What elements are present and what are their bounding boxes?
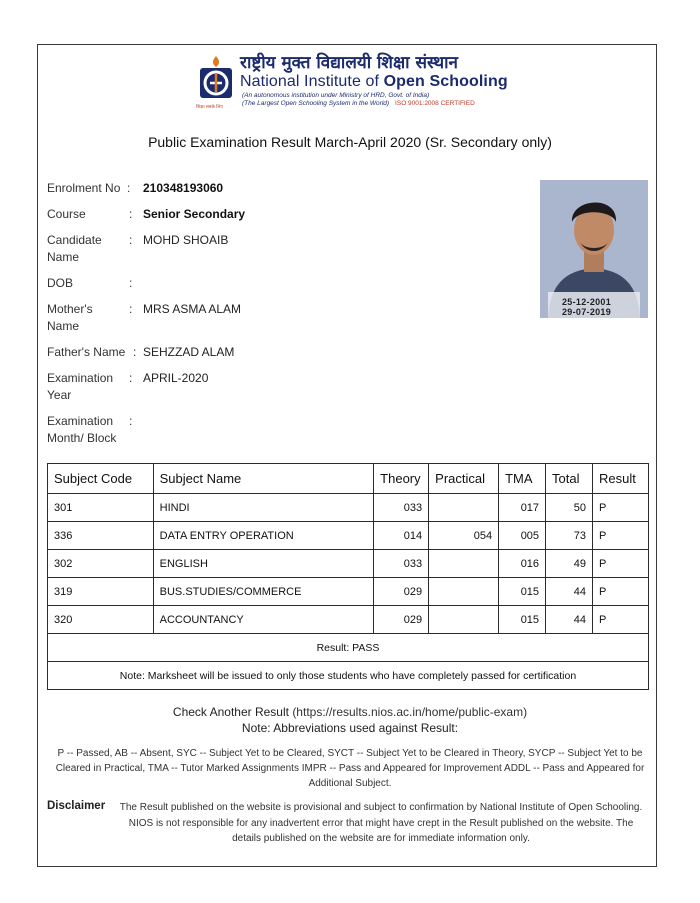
subject-name: DATA ENTRY OPERATION: [153, 522, 374, 550]
subject-code: 320: [48, 606, 154, 634]
iso-badge: ISO 9001:2008 CERTIFIED: [395, 100, 475, 107]
result-summary-row: [48, 634, 649, 662]
result-frame: [37, 44, 657, 867]
marksheet-note: Note: Marksheet will be issued to only those students who have completely passed for certification: [48, 662, 649, 690]
photo-date-stamp-1: 25-12-2001: [562, 297, 612, 307]
page-title: Public Examination Result March-April 2020 (Sr. Secondary only): [148, 134, 552, 150]
theory-marks: 029: [374, 578, 429, 606]
enrolment-value: 210348193060: [143, 181, 224, 195]
course-label: Course: [47, 207, 86, 221]
theory-marks: 033: [374, 494, 429, 522]
abbreviations-text: P -- Passed, AB -- Absent, SYC -- Subject Yet to be Cleared, SYCT -- Subject Yet to be Cleared in Theory, SYCP -- Subject Yet to be Cleared in Practical, TMA -- Tutor Marked Assignments IMPR -- Pass and Appeared for Improvement ADDL -- Pass and Appeared for Additional Subject.: [55, 748, 645, 789]
column-header: Theory: [374, 464, 429, 494]
marks-table: [47, 463, 649, 690]
total-marks: 49: [546, 550, 593, 578]
theory-marks: 033: [374, 550, 429, 578]
tma-marks: 005: [499, 522, 546, 550]
column-header: Practical: [429, 464, 499, 494]
theory-marks: 029: [374, 606, 429, 634]
check-another-result-link[interactable]: (https://results.nios.ac.in/home/public-exam): [292, 705, 528, 719]
subject-result: P: [593, 550, 649, 578]
subject-result: P: [593, 522, 649, 550]
table-row: [48, 522, 649, 550]
candidate-label: Candidate Name: [47, 233, 102, 264]
subject-name: BUS.STUDIES/COMMERCE: [153, 578, 374, 606]
table-header-row: [48, 464, 649, 494]
disclaimer-label: Disclaimer: [47, 800, 106, 812]
tma-marks: 016: [499, 550, 546, 578]
father-value: SEHZZAD ALAM: [143, 345, 235, 359]
practical-marks: [429, 494, 499, 522]
table-row: [48, 578, 649, 606]
check-another-result: [0, 705, 700, 719]
subject-code: 302: [48, 550, 154, 578]
column-header: TMA: [499, 464, 546, 494]
enrolment-label: Enrolment No: [47, 181, 121, 195]
column-header: Subject Name: [153, 464, 374, 494]
photo-date-stamp-2: 29-07-2019: [562, 307, 612, 317]
subject-result: P: [593, 606, 649, 634]
total-marks: 44: [546, 606, 593, 634]
institute-subtitle-2: (The Largest Open Schooling System in the World) ISO 9001:2008 CERTIFIED: [242, 100, 475, 107]
candidate-value: MOHD SHOAIB: [143, 233, 229, 247]
subject-code: 319: [48, 578, 154, 606]
total-marks: 50: [546, 494, 593, 522]
subject-code: 336: [48, 522, 154, 550]
exam-year-value: APRIL-2020: [143, 371, 209, 385]
candidate-photo: [540, 180, 648, 318]
total-marks: 44: [546, 578, 593, 606]
table-row: [48, 550, 649, 578]
mother-value: MRS ASMA ALAM: [143, 302, 242, 316]
logo-caption: शिक्षा सबके लिए: [196, 104, 223, 109]
father-label: Father's Name: [47, 345, 126, 359]
subject-name: ENGLISH: [153, 550, 374, 578]
column-header: Total: [546, 464, 593, 494]
table-row: [48, 494, 649, 522]
overall-result: Result: PASS: [48, 634, 649, 662]
nios-header: [196, 52, 516, 110]
subject-code: 301: [48, 494, 154, 522]
tma-marks: 015: [499, 578, 546, 606]
dob-label: DOB: [47, 276, 74, 290]
disclaimer-text: The Result published on the website is provisional and subject to confirmation by National Institute of Open Schooling. NIOS is not responsible for any inadvertent error that might have crept in the Result published on the website. The details published on the website are for immediate information only.: [119, 802, 643, 844]
note-row: [48, 662, 649, 690]
practical-marks: [429, 550, 499, 578]
abbreviations-title: Note: Abbreviations used against Result:: [241, 721, 459, 735]
subject-name: HINDI: [153, 494, 374, 522]
practical-marks: [429, 578, 499, 606]
course-value: Senior Secondary: [143, 207, 246, 221]
practical-marks: [429, 606, 499, 634]
table-row: [48, 606, 649, 634]
column-header: Subject Code: [48, 464, 154, 494]
subject-name: ACCOUNTANCY: [153, 606, 374, 634]
institute-subtitle-1: (An autonomous institution under Ministry of HRD, Govt. of India): [242, 92, 430, 99]
subject-result: P: [593, 578, 649, 606]
column-header: Result: [593, 464, 649, 494]
subject-result: P: [593, 494, 649, 522]
tma-marks: 017: [499, 494, 546, 522]
exam-year-label: Examination Year: [47, 371, 114, 402]
institute-hindi-name: राष्ट्रीय मुक्त विद्यालयी शिक्षा संस्थान: [240, 53, 458, 73]
check-another-result-label: Check Another Result: [172, 705, 289, 719]
nios-logo-icon: [196, 54, 236, 104]
institute-english-name: National Institute of Open Schooling: [240, 73, 508, 90]
total-marks: 73: [546, 522, 593, 550]
exam-block-label: Examination Month/ Block: [47, 414, 117, 445]
mother-label: Mother's Name: [47, 302, 93, 333]
theory-marks: 014: [374, 522, 429, 550]
tma-marks: 015: [499, 606, 546, 634]
practical-marks: 054: [429, 522, 499, 550]
